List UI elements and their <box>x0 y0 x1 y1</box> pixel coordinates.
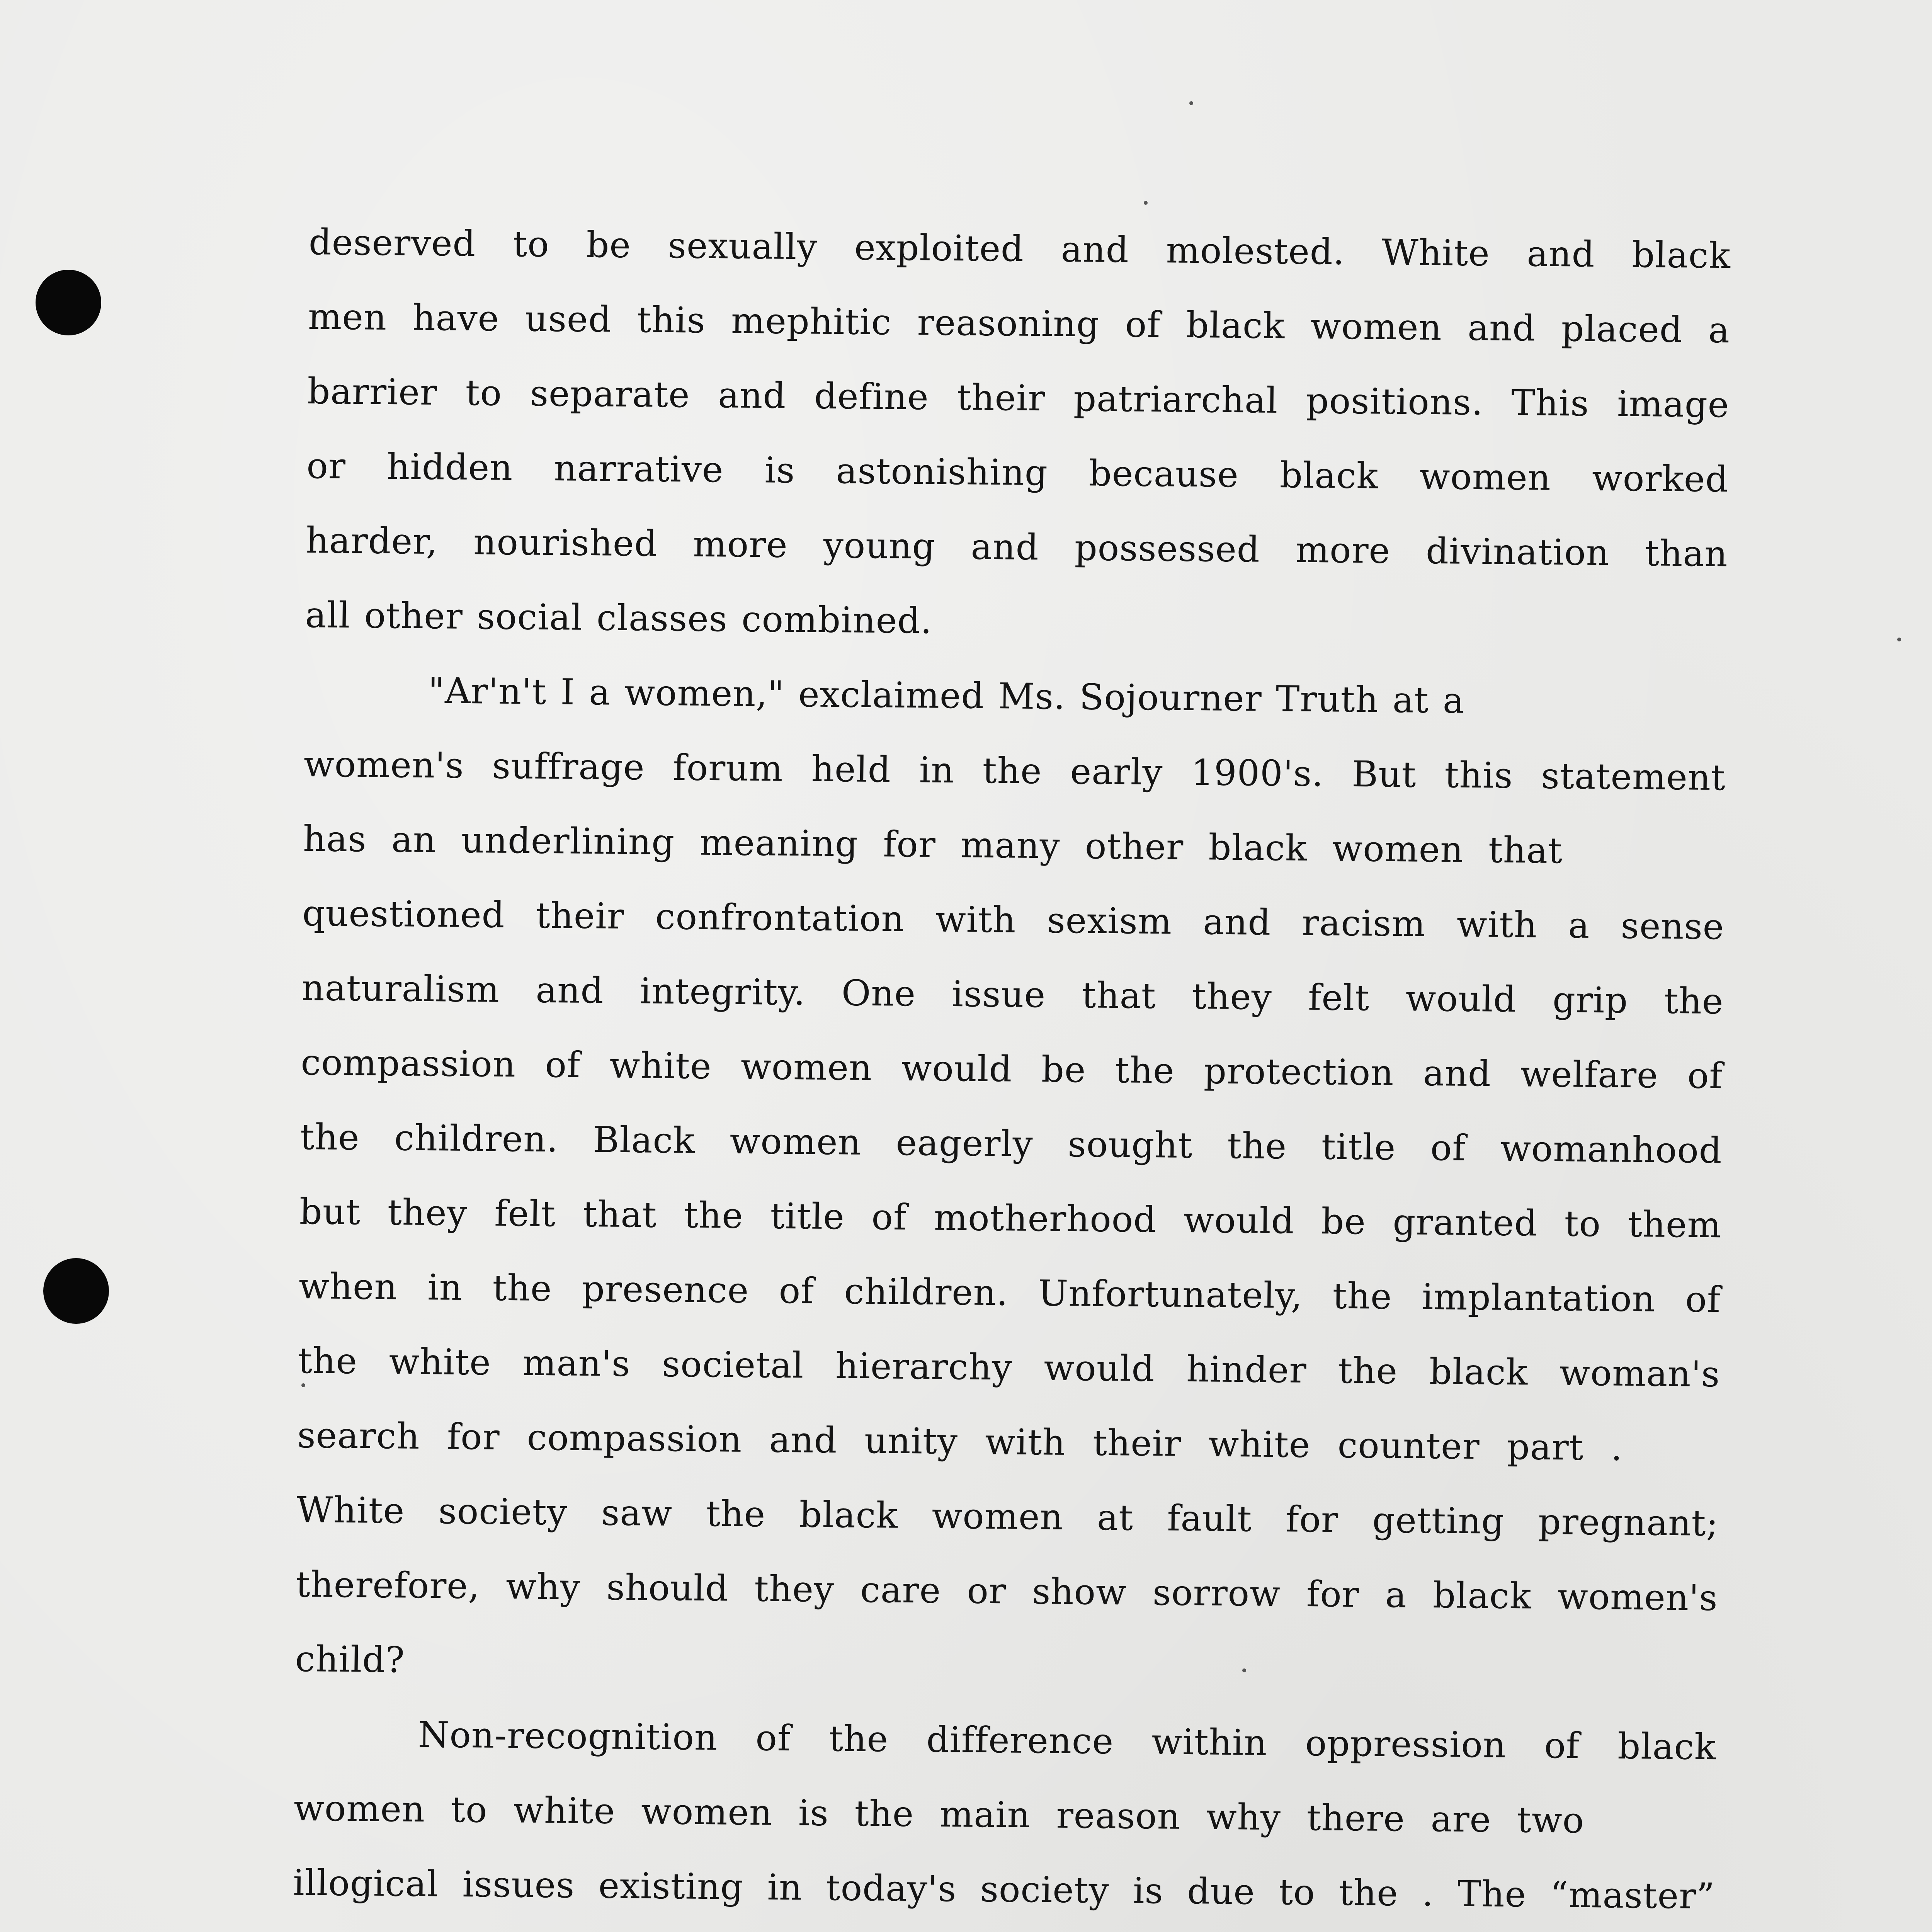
text-line: illogical issues existing in today's society is due to the . The “master” <box>293 1862 1715 1917</box>
text-line: barrier to separate and define their patriarchal positions. This image <box>307 370 1730 426</box>
binder-hole <box>36 270 101 335</box>
scan-speck <box>1144 201 1148 205</box>
text-line: "Ar'n't I a women," exclaimed Ms. Sojourner Truth at a <box>428 670 1465 721</box>
scan-speck <box>1897 638 1901 641</box>
text-line: naturalism and integrity. One issue that they felt would grip the <box>301 967 1724 1022</box>
text-line: all other social classes combined. <box>305 594 932 642</box>
text-line: or hidden narrative is astonishing because black women worked <box>306 445 1729 500</box>
text-line: women to white women is the main reason why there are two <box>293 1787 1585 1841</box>
text-line: but they felt that the title of motherhood would be granted to them <box>299 1190 1722 1246</box>
text-line: deserved to be sexually exploited and molested. White and black <box>308 221 1731 277</box>
text-line: compassion of white women would be the protection and welfare of <box>301 1041 1723 1097</box>
text-line: search for compassion and unity with their white counter part . <box>297 1414 1623 1469</box>
text-line: women's suffrage forum held in the early 1900's. But this statement <box>303 743 1726 799</box>
text-line: child? <box>295 1638 405 1681</box>
scan-speck <box>1189 101 1193 105</box>
text-line: when in the presence of children. Unfortunately, the implantation of <box>298 1265 1721 1321</box>
text-line: Non-recognition of the difference within oppression of black <box>418 1714 1717 1768</box>
text-line: men have used this mephitic reasoning of black women and placed a <box>308 296 1730 351</box>
text-line: therefore, why should they care or show sorrow for a black women's <box>296 1563 1718 1619</box>
text-line: White society saw the black women at fault for getting pregnant; <box>296 1489 1719 1544</box>
text-line: the children. Black women eagerly sought the title of womanhood <box>300 1116 1723 1172</box>
text-line: harder, nourished more young and possessed more divination than <box>306 519 1728 575</box>
text-line: the white man's societal hierarchy would hinder the black woman's <box>298 1340 1720 1395</box>
binder-hole <box>43 1258 109 1324</box>
text-line: has an underlining meaning for many other black women that <box>303 818 1563 872</box>
text-line: questioned their confrontation with sexism and racism with a sense <box>302 892 1725 948</box>
body-text <box>290 205 1731 1932</box>
